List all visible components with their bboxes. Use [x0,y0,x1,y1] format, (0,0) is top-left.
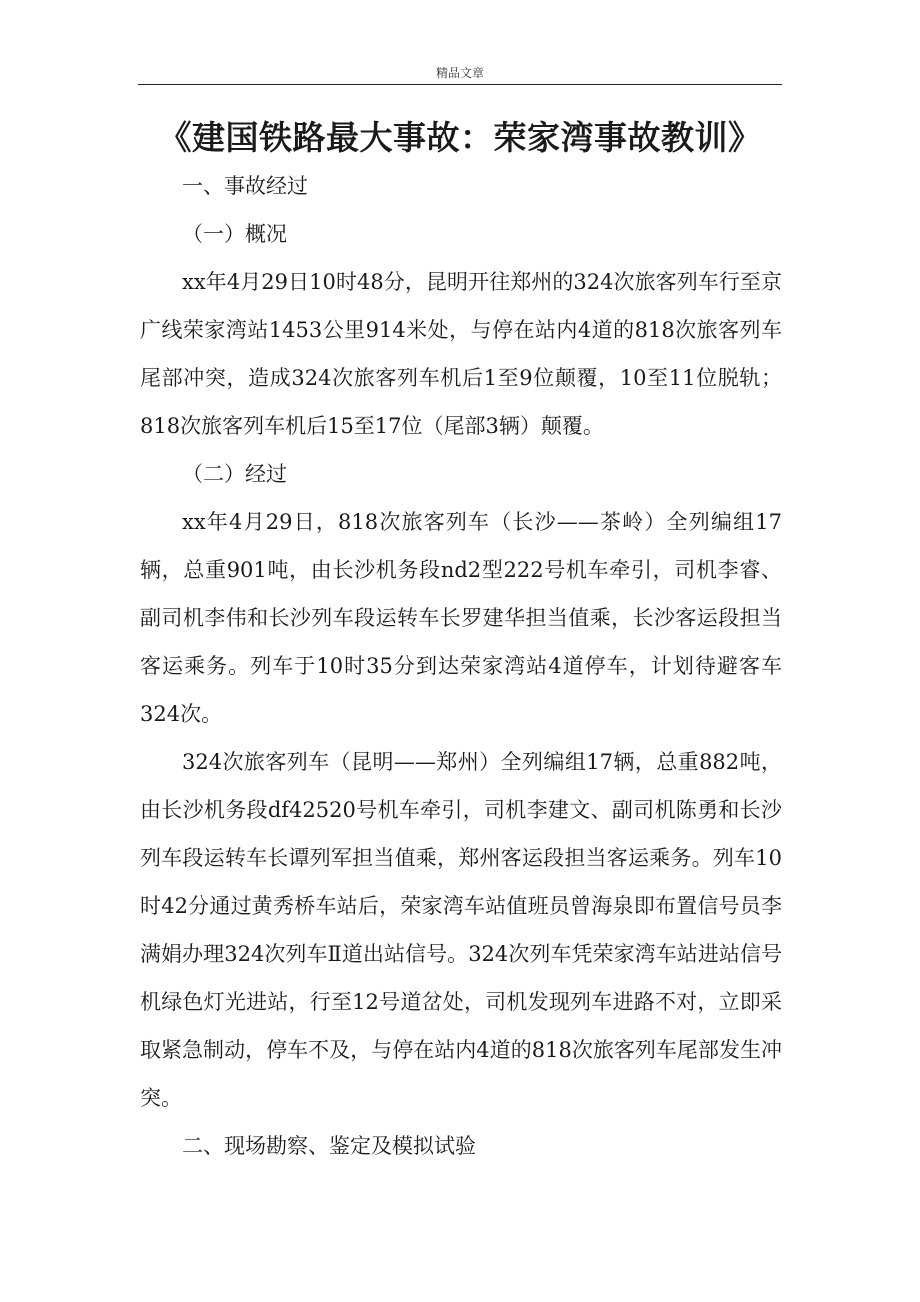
paragraph-overview: xx年4月29日10时48分，昆明开往郑州的324次旅客列车行至京广线荣家湾站1453公里914米处，与停在站内4道的818次旅客列车尾部冲突，造成324次旅客列车机后1至9位颠覆，10至11位脱轨；818次旅客列车机后15至17位（尾部3辆）颠覆。 [140,270,782,438]
paragraph-train-324: 324次旅客列车（昆明——郑州）全列编组17辆，总重882吨，由长沙机务段df42520号机车牵引，司机李建文、副司机陈勇和长沙列车段运转车长谭列军担当值乘，郑州客运段担当客运乘务。列车10时42分通过黄秀桥车站后，荣家湾车站值班员曾海泉即布置信号员李满娟办理324次列车Ⅱ道出站信号。324次列车凭荣家湾车站进站信号机绿色灯光进站，行至12号道岔处，司机发现列车进路不对，立即采取紧急制动，停车不及，与停在站内4道的818次旅客列车尾部发生冲突。 [140,750,782,1110]
page-header: 精品文章 [435,66,484,80]
subsection-heading-overview: （一）概况 [182,222,287,246]
document-title: 《建国铁路最大事故：荣家湾事故教训》 [158,118,762,157]
subsection-heading-process: （二）经过 [182,462,287,486]
section-heading-accident-process: 一、事故经过 [182,174,308,198]
section-heading-investigation: 二、现场勘察、鉴定及模拟试验 [182,1134,476,1158]
header-divider [138,84,782,85]
paragraph-train-818: xx年4月29日，818次旅客列车（长沙——茶岭）全列编组17辆，总重901吨，由长沙机务段nd2型222号机车牵引，司机李睿、副司机李伟和长沙列车段运转车长罗建华担当值乘，长沙客运段担当客运乘务。列车于10时35分到达荣家湾站4道停车，计划待避客车324次。 [140,510,782,726]
document-body [140,162,782,1170]
